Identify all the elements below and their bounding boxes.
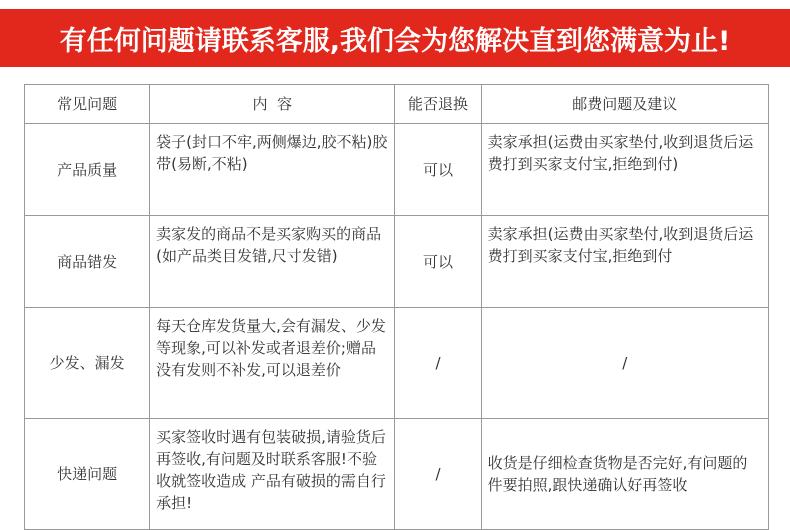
faq-table [24,84,769,530]
cell-advice: 卖家承担(运费由买家垫付,收到退货后运费打到买家支付宝,拒绝到付 [481,216,768,308]
header-content: 内 容 [150,85,395,124]
table-row [25,308,769,419]
table-row [25,419,769,530]
cell-content: 袋子(封口不牢,两侧爆边,胶不粘)胶带(易断,不粘) [150,124,395,216]
cell-returnable: 可以 [395,216,481,308]
table-row [25,124,769,216]
cell-returnable: / [395,308,481,419]
cell-returnable: / [395,419,481,530]
cell-issue: 商品错发 [25,216,150,308]
header-returnable: 能否退换 [395,85,481,124]
cell-returnable: 可以 [395,124,481,216]
cell-issue: 快递问题 [25,419,150,530]
header-advice: 邮费问题及建议 [481,85,768,124]
top-banner [0,9,790,67]
table-row [25,216,769,308]
cell-advice: 卖家承担(运费由买家垫付,收到退货后运费打到买家支付宝,拒绝到付) [481,124,768,216]
cell-issue: 产品质量 [25,124,150,216]
cell-advice: 收货是仔细检查货物是否完好,有问题的件要拍照,跟快递确认好再签收 [481,419,768,530]
table-header-row [25,85,769,124]
cell-advice: / [481,308,768,419]
cell-content: 卖家发的商品不是买家购买的商品(如产品类目发错,尺寸发错) [150,216,395,308]
cell-issue: 少发、漏发 [25,308,150,419]
cell-content: 每天仓库发货量大,会有漏发、少发等现象,可以补发或者退差价;赠品没有发则不补发,可以退差价 [150,308,395,419]
cell-content: 买家签收时遇有包装破损,请验货后再签收,有问题及时联系客服!不验收就签收造成 产品有破损的需自行承担! [150,419,395,530]
header-issue: 常见问题 [25,85,150,124]
banner-text: 有任何问题请联系客服,我们会为您解决直到您满意为止! [59,25,731,57]
